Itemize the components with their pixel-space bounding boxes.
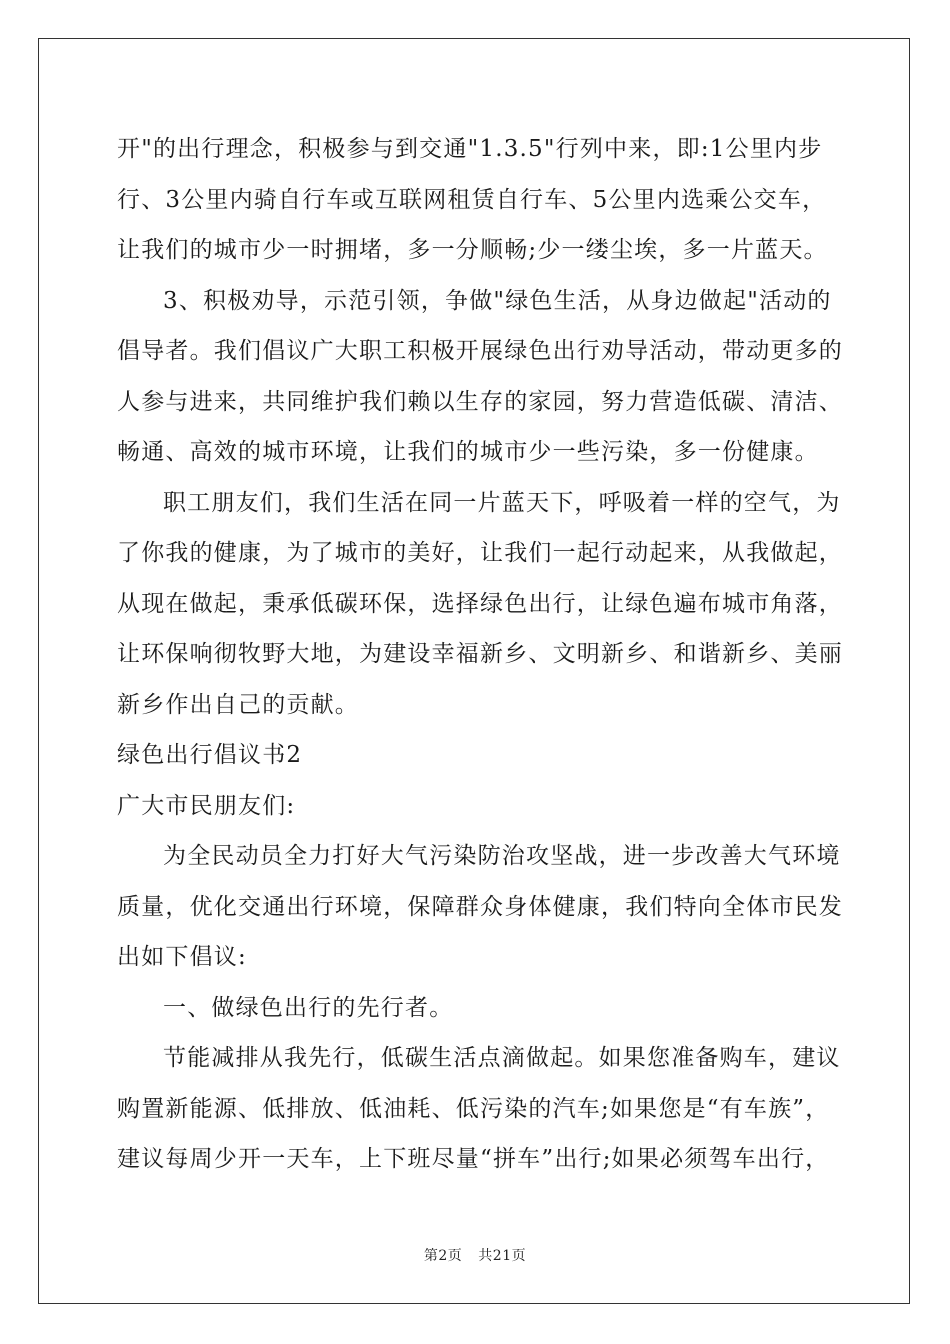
list-heading: 一、做绿色出行的先行者。 (163, 994, 454, 1021)
paragraph-start-line: 职工朋友们，我们生活在同一片蓝天下，呼吸着一样的空气，为 (163, 489, 841, 516)
section-heading: 绿色出行倡议书2 (117, 742, 303, 768)
salutation: 广大市民朋友们: (117, 792, 296, 819)
page-number-total: 共21页 (478, 1248, 527, 1264)
text-line: 了你我的健康，为了城市的美好，让我们一起行动起来，从我做起， (117, 540, 843, 566)
text-line: 开"的出行理念，积极参与到交通"1.3.5"行列中来，即:1公里内步 (117, 136, 823, 162)
paragraph-start-line: 节能减排从我先行，低碳生活点滴做起。如果您准备购车，建议 (163, 1045, 841, 1071)
text-line: 出如下倡议: (117, 944, 247, 970)
page-number-current: 第2页 (423, 1248, 463, 1264)
text-line: 从现在做起，秉承低碳环保，选择绿色出行，让绿色遍布城市角落， (117, 590, 843, 617)
text-line: 行、3公里内骑自行车或互联网租赁自行车、5公里内选乘公交车， (117, 186, 827, 213)
paragraph-start-line: 3、积极劝导，示范引领，争做"绿色生活，从身边做起"活动的 (163, 287, 832, 314)
text-line: 人参与进来，共同维护我们赖以生存的家园，努力营造低碳、清洁、 (117, 388, 843, 415)
text-line: 质量，优化交通出行环境，保障群众身体健康，我们特向全体市民发 (117, 893, 843, 920)
text-line: 购置新能源、低排放、低油耗、低污染的汽车;如果您是“有车族”， (117, 1095, 830, 1122)
document-body (117, 124, 843, 1185)
paragraph-start-line: 为全民动员全力打好大气污染防治攻坚战，进一步改善大气环境 (163, 843, 841, 869)
text-line: 让环保响彻牧野大地，为建设幸福新乡、文明新乡、和谐新乡、美丽 (117, 641, 843, 667)
page-footer (0, 1245, 950, 1265)
text-line: 建议每周少开一天车，上下班尽量“拼车”出行;如果必须驾车出行， (117, 1146, 830, 1172)
text-line: 倡导者。我们倡议广大职工积极开展绿色出行劝导活动，带动更多的 (117, 338, 843, 364)
text-line: 新乡作出自己的贡献。 (117, 691, 359, 718)
text-line: 让我们的城市少一时拥堵，多一分顺畅;少一缕尘埃，多一片蓝天。 (117, 237, 828, 263)
text-line: 畅通、高效的城市环境，让我们的城市少一些污染，多一份健康。 (117, 439, 819, 465)
